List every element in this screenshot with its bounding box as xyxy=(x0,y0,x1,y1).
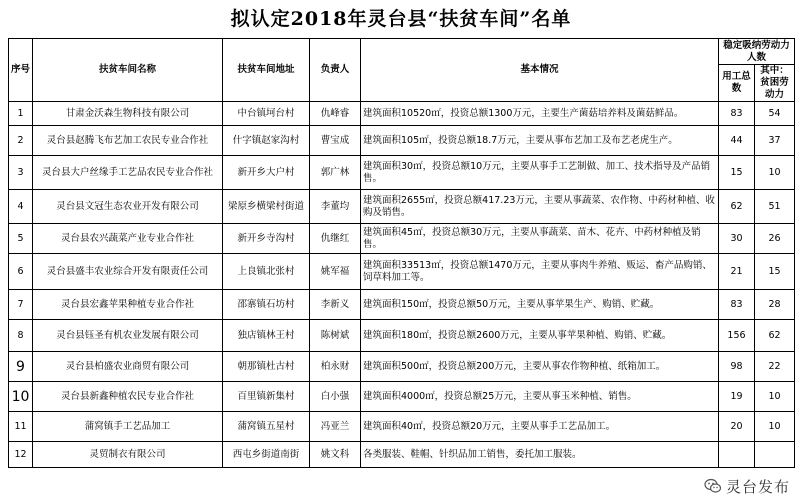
table-row xyxy=(9,254,795,290)
table-row xyxy=(9,190,795,224)
table-row xyxy=(9,290,795,320)
row-owner: 仇继红 xyxy=(310,224,361,254)
poverty-workshop-table xyxy=(8,38,795,468)
row-info: 建筑面积40㎡，投资总额20万元，主要从事手工艺品加工。 xyxy=(361,412,719,442)
row-info: 建筑面积180㎡，投资总额2600万元，主要从事苹果种植、购销、贮藏。 xyxy=(361,320,719,352)
row-total: 83 xyxy=(719,102,755,126)
row-info: 建筑面积2655㎡，投资总额417.23万元，主要从事蔬菜、农作物、中药材种植、收购及销售。 xyxy=(361,190,719,224)
row-address: 蒲窝镇五星村 xyxy=(223,412,310,442)
row-poor: 15 xyxy=(755,254,795,290)
row-info: 建筑面积150㎡，投资总额50万元，主要从事苹果生产、购销、贮藏。 xyxy=(361,290,719,320)
row-total: 83 xyxy=(719,290,755,320)
row-poor: 10 xyxy=(755,412,795,442)
row-owner: 柏永财 xyxy=(310,352,361,382)
row-address: 中台镇坷台村 xyxy=(223,102,310,126)
row-index: 11 xyxy=(9,412,33,442)
row-name: 甘肃金沃森生物科技有限公司 xyxy=(33,102,223,126)
row-index: 2 xyxy=(9,126,33,156)
row-owner: 李新义 xyxy=(310,290,361,320)
row-info: 建筑面积30㎡，投资总额10万元，主要从事手工艺制做、加工、技术指导及产品销售。 xyxy=(361,156,719,190)
table-row xyxy=(9,156,795,190)
row-name: 灵台县赵腾飞布艺加工农民专业合作社 xyxy=(33,126,223,156)
row-owner: 仇峰睿 xyxy=(310,102,361,126)
row-total: 21 xyxy=(719,254,755,290)
table-row xyxy=(9,320,795,352)
row-owner: 姚军福 xyxy=(310,254,361,290)
row-total: 98 xyxy=(719,352,755,382)
row-name: 灵台县钰圣有机农业发展有限公司 xyxy=(33,320,223,352)
row-index: 4 xyxy=(9,190,33,224)
watermark xyxy=(700,475,794,497)
row-owner: 姚文科 xyxy=(310,442,361,468)
row-index: 5 xyxy=(9,224,33,254)
table-row xyxy=(9,442,795,468)
row-name: 灵台县宏鑫苹果种植专业合作社 xyxy=(33,290,223,320)
row-address: 上良镇北张村 xyxy=(223,254,310,290)
row-total: 44 xyxy=(719,126,755,156)
row-total: 19 xyxy=(719,382,755,412)
row-poor xyxy=(755,442,795,468)
row-poor: 51 xyxy=(755,190,795,224)
table-row xyxy=(9,224,795,254)
table-body xyxy=(9,102,795,468)
row-address: 邵寨镇石坊村 xyxy=(223,290,310,320)
row-poor: 10 xyxy=(755,382,795,412)
row-poor: 54 xyxy=(755,102,795,126)
row-address: 朝那镇杜古村 xyxy=(223,352,310,382)
row-address: 独店镇林王村 xyxy=(223,320,310,352)
row-poor: 22 xyxy=(755,352,795,382)
row-index: 12 xyxy=(9,442,33,468)
row-address: 新开乡寺沟村 xyxy=(223,224,310,254)
row-index: 9 xyxy=(9,352,33,382)
row-owner: 郭广林 xyxy=(310,156,361,190)
header-info: 基本情况 xyxy=(361,39,719,102)
row-name: 灵台县文冠生态农业开发有限公司 xyxy=(33,190,223,224)
row-poor: 37 xyxy=(755,126,795,156)
row-name: 灵台县新鑫种植农民专业合作社 xyxy=(33,382,223,412)
row-owner: 李董均 xyxy=(310,190,361,224)
row-index: 8 xyxy=(9,320,33,352)
row-info: 建筑面积10520㎡，投资总额1300万元，主要生产菌菇培养料及菌菇鲜品。 xyxy=(361,102,719,126)
row-info: 建筑面积500㎡，投资总额200万元，主要从事农作物种植、纸箱加工。 xyxy=(361,352,719,382)
row-owner: 陈树斌 xyxy=(310,320,361,352)
row-name: 灵台县农兴蔬菜产业专业合作社 xyxy=(33,224,223,254)
row-name: 灵贸制衣有限公司 xyxy=(33,442,223,468)
header-address: 扶贫车间地址 xyxy=(223,39,310,102)
table-row xyxy=(9,126,795,156)
row-owner: 曹宝成 xyxy=(310,126,361,156)
header-employ-group: 稳定吸纳劳动力人数 xyxy=(719,39,795,65)
row-poor: 28 xyxy=(755,290,795,320)
row-total: 62 xyxy=(719,190,755,224)
row-index: 6 xyxy=(9,254,33,290)
header-poor: 其中：贫困劳动力 xyxy=(755,65,795,102)
row-address: 新开乡大户村 xyxy=(223,156,310,190)
header-index: 序号 xyxy=(9,39,33,102)
row-info: 建筑面积33513㎡，投资总额1470万元，主要从事肉牛养殖、贩运、畜产品购销、饲草料加工等。 xyxy=(361,254,719,290)
row-index: 1 xyxy=(9,102,33,126)
row-name: 灵台县盛丰农业综合开发有限责任公司 xyxy=(33,254,223,290)
row-address: 百里镇新集村 xyxy=(223,382,310,412)
table-row xyxy=(9,352,795,382)
row-info: 各类服装、鞋帽、针织品加工销售，委托加工服装。 xyxy=(361,442,719,468)
page-title: 拟认定2018年灵台县“扶贫车间”名单 xyxy=(230,8,572,30)
table-row xyxy=(9,382,795,412)
header-total: 用工总数 xyxy=(719,65,755,102)
row-info: 建筑面积45㎡，投资总额30万元，主要从事蔬菜、苗木、花卉、中药材种植及销售。 xyxy=(361,224,719,254)
table-row xyxy=(9,412,795,442)
row-total: 15 xyxy=(719,156,755,190)
header-name: 扶贫车间名称 xyxy=(33,39,223,102)
row-total: 30 xyxy=(719,224,755,254)
row-total: 20 xyxy=(719,412,755,442)
row-poor: 10 xyxy=(755,156,795,190)
header-owner: 负责人 xyxy=(310,39,361,102)
row-index: 10 xyxy=(9,382,33,412)
row-total xyxy=(719,442,755,468)
table-row xyxy=(9,102,795,126)
row-address: 西屯乡街道南街 xyxy=(223,442,310,468)
row-total: 156 xyxy=(719,320,755,352)
row-poor: 62 xyxy=(755,320,795,352)
row-poor: 26 xyxy=(755,224,795,254)
row-info: 建筑面积105㎡，投资总额18.7万元，主要从事布艺加工及布艺老虎生产。 xyxy=(361,126,719,156)
row-owner: 冯亚兰 xyxy=(310,412,361,442)
wechat-icon xyxy=(704,477,722,495)
row-address: 什字镇赵家沟村 xyxy=(223,126,310,156)
row-name: 灵台县柏盛农业商贸有限公司 xyxy=(33,352,223,382)
row-index: 3 xyxy=(9,156,33,190)
row-info: 建筑面积4000㎡，投资总额25万元，主要从事玉米种植、销售。 xyxy=(361,382,719,412)
row-name: 蒲窝镇手工艺品加工 xyxy=(33,412,223,442)
row-owner: 白小强 xyxy=(310,382,361,412)
row-address: 梁原乡横梁村街道 xyxy=(223,190,310,224)
row-name: 灵台县大户丝缘手工艺品农民专业合作社 xyxy=(33,156,223,190)
watermark-text: 灵台发布 xyxy=(725,477,790,496)
row-index: 7 xyxy=(9,290,33,320)
